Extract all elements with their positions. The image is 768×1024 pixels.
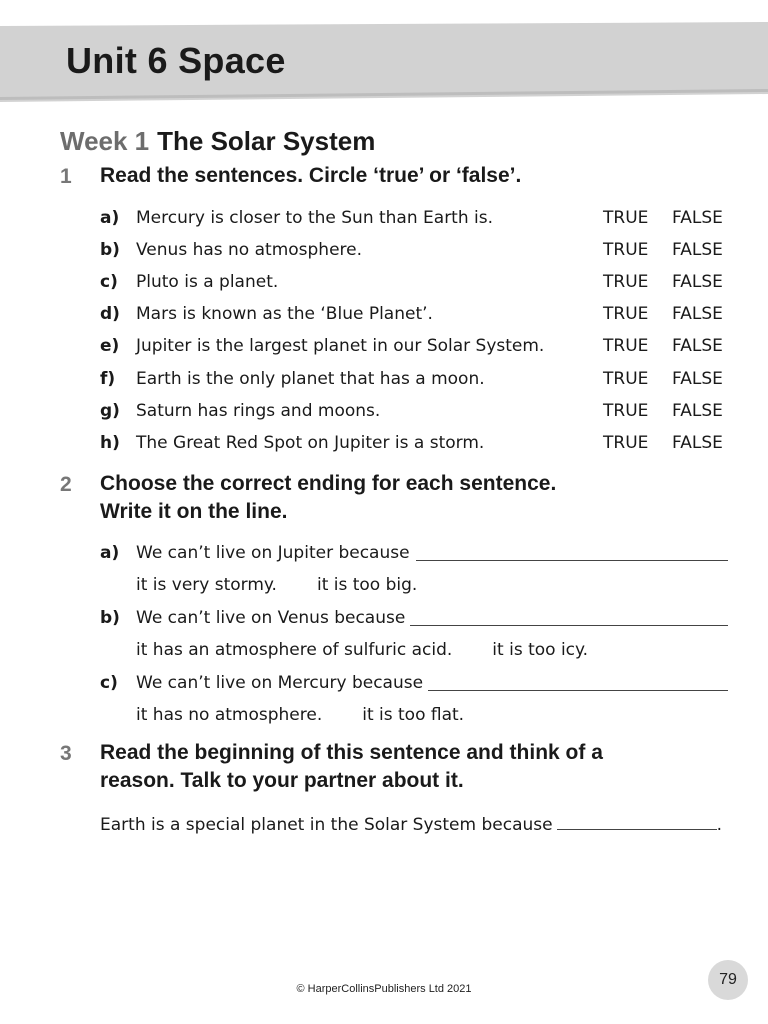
- options-row: [100, 636, 730, 664]
- sentence-end: .: [716, 815, 722, 835]
- item-letter: a): [100, 208, 120, 228]
- true-option[interactable]: TRUE: [603, 208, 649, 228]
- false-option[interactable]: FALSE: [672, 272, 723, 292]
- false-option[interactable]: FALSE: [672, 304, 723, 324]
- week-heading: [60, 126, 375, 157]
- fill-in-item: [100, 669, 730, 697]
- false-option[interactable]: FALSE: [672, 240, 723, 260]
- true-false-item: [100, 268, 730, 296]
- section-3-instruction-line-2: reason. Talk to your partner about it.: [100, 769, 464, 792]
- true-false-item: [100, 429, 730, 457]
- item-statement: We can’t live on Jupiter because: [136, 543, 410, 563]
- answer-line[interactable]: [410, 625, 728, 626]
- ending-options: [136, 636, 628, 664]
- true-false-item: [100, 365, 730, 393]
- ending-option: it has an atmosphere of sulfuric acid.: [136, 640, 453, 660]
- answer-line[interactable]: [416, 560, 728, 561]
- false-option[interactable]: FALSE: [672, 208, 723, 228]
- true-false-item: [100, 300, 730, 328]
- true-option[interactable]: TRUE: [603, 433, 649, 453]
- ending-option: it is too big.: [316, 575, 418, 595]
- ending-option: it is too flat.: [362, 705, 465, 725]
- page-number-badge: 79: [708, 960, 748, 1000]
- true-option[interactable]: TRUE: [603, 272, 649, 292]
- item-letter: b): [100, 240, 120, 260]
- item-letter: b): [100, 608, 120, 628]
- section-2-instruction-line-2: Write it on the line.: [100, 500, 288, 523]
- item-letter: d): [100, 304, 120, 324]
- false-option[interactable]: FALSE: [672, 433, 723, 453]
- section-1-number: 1: [60, 165, 72, 188]
- section-3-sentence: [100, 811, 740, 839]
- fill-in-item: [100, 604, 730, 632]
- false-option[interactable]: FALSE: [672, 336, 723, 356]
- copyright-notice: © HarperCollinsPublishers Ltd 2021: [296, 983, 472, 995]
- item-letter: g): [100, 401, 120, 421]
- options-row: [100, 571, 730, 599]
- week-label: Week 1: [60, 126, 150, 156]
- item-statement: Mercury is closer to the Sun than Earth is.: [136, 208, 494, 228]
- fill-in-item: [100, 539, 730, 567]
- item-statement: Venus has no atmosphere.: [136, 240, 363, 260]
- true-option[interactable]: TRUE: [603, 336, 649, 356]
- week-title: The Solar System: [157, 126, 376, 156]
- item-statement: We can’t live on Venus because: [136, 608, 406, 628]
- true-false-item: [100, 332, 730, 360]
- true-false-item: [100, 236, 730, 264]
- item-letter: h): [100, 433, 120, 453]
- sentence-start: Earth is a special planet in the Solar System because: [100, 815, 553, 835]
- true-option[interactable]: TRUE: [603, 401, 649, 421]
- item-statement: Saturn has rings and moons.: [136, 401, 381, 421]
- answer-line[interactable]: [557, 813, 717, 830]
- section-1-instruction: Read the sentences. Circle ‘true’ or ‘false’.: [100, 164, 522, 187]
- item-statement: We can’t live on Mercury because: [136, 673, 424, 693]
- item-letter: e): [100, 336, 120, 356]
- item-statement: The Great Red Spot on Jupiter is a storm.: [136, 433, 485, 453]
- answer-line[interactable]: [428, 690, 728, 691]
- true-false-item: [100, 397, 730, 425]
- item-letter: c): [100, 272, 118, 292]
- item-statement: Jupiter is the largest planet in our Solar System.: [136, 336, 545, 356]
- ending-option: it is too icy.: [492, 640, 589, 660]
- ending-option: it has no atmosphere.: [136, 705, 323, 725]
- section-3-instruction-line-1: Read the beginning of this sentence and think of a: [100, 741, 603, 764]
- section-3-number: 3: [60, 742, 72, 765]
- true-option[interactable]: TRUE: [603, 240, 649, 260]
- ending-option: it is very stormy.: [136, 575, 277, 595]
- item-statement: Mars is known as the ‘Blue Planet’.: [136, 304, 433, 324]
- section-2-number: 2: [60, 473, 72, 496]
- section-2-instruction-line-1: Choose the correct ending for each sentence.: [100, 472, 557, 495]
- false-option[interactable]: FALSE: [672, 369, 723, 389]
- item-statement: Pluto is a planet.: [136, 272, 279, 292]
- item-letter: a): [100, 543, 120, 563]
- true-option[interactable]: TRUE: [603, 304, 649, 324]
- item-letter: c): [100, 673, 118, 693]
- item-letter: f): [100, 369, 116, 389]
- unit-title: Unit 6 Space: [66, 40, 286, 81]
- false-option[interactable]: FALSE: [672, 401, 723, 421]
- ending-options: [136, 701, 504, 729]
- true-option[interactable]: TRUE: [603, 369, 649, 389]
- ending-options: [136, 571, 457, 599]
- options-row: [100, 701, 730, 729]
- item-statement: Earth is the only planet that has a moon.: [136, 369, 485, 389]
- true-false-item: [100, 204, 730, 232]
